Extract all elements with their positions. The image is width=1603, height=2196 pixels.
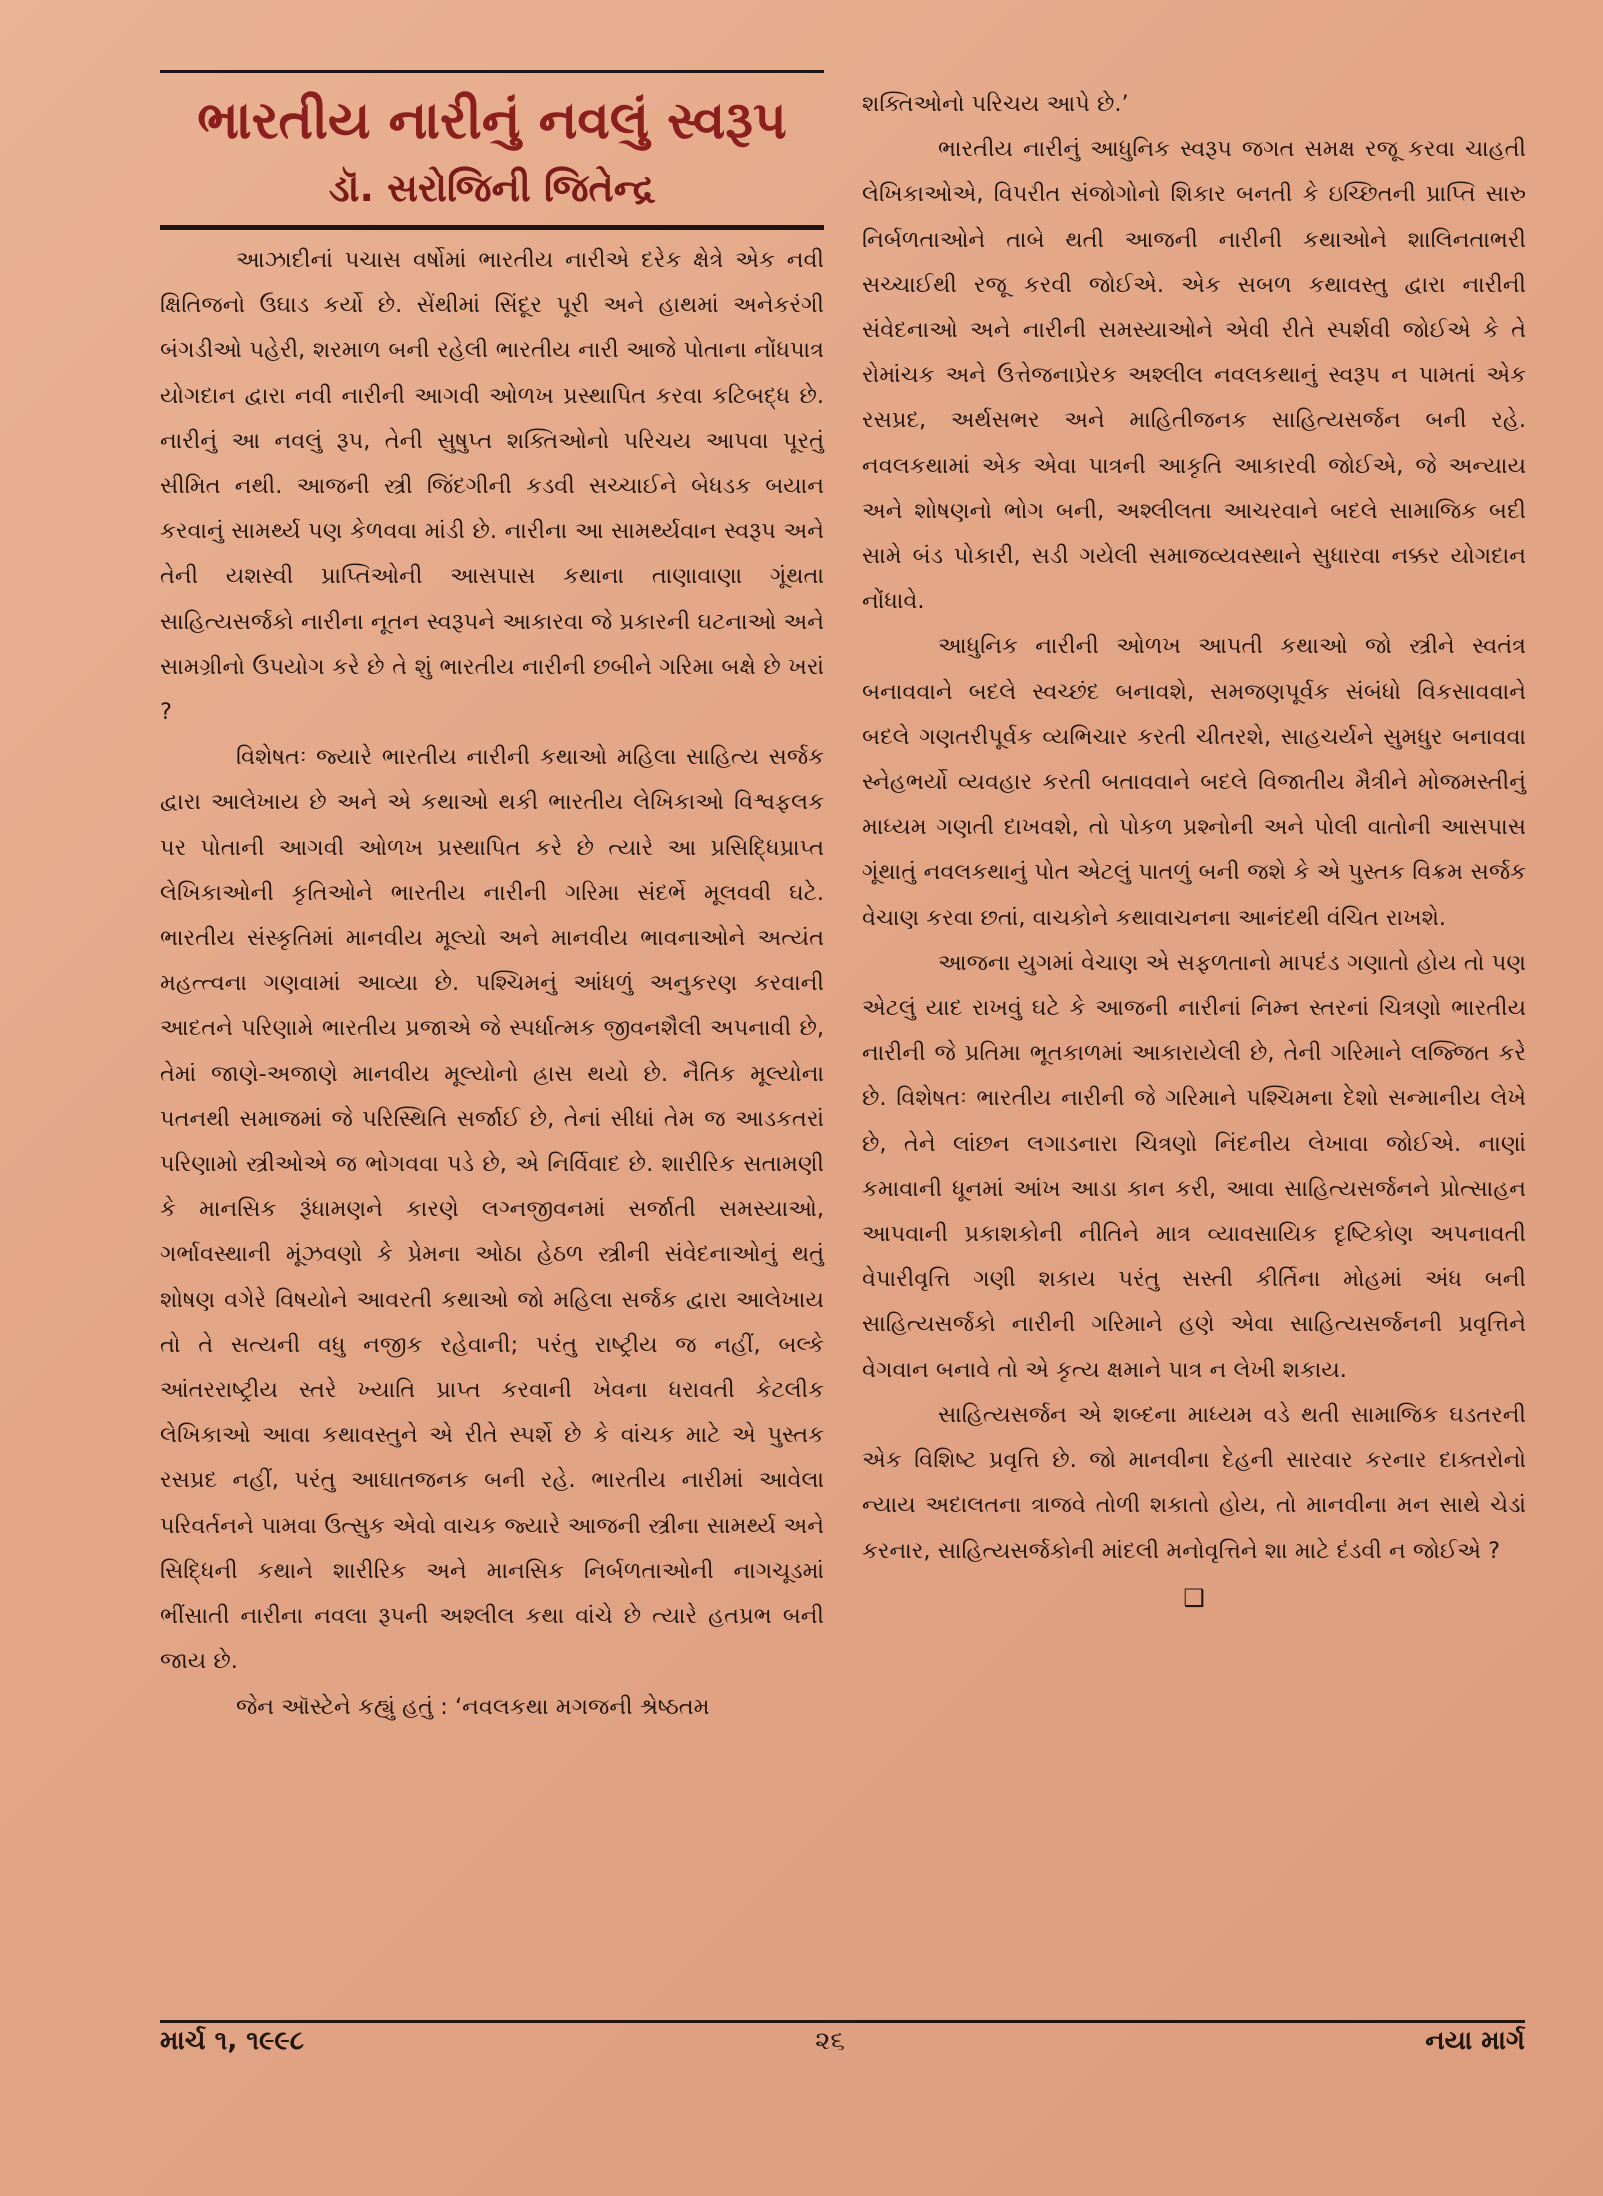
paragraph: વિશેષતઃ જ્યારે ભારતીય નારીની કથાઓ મહિલા સાહિત્ય સર્જક દ્વારા આલેખાય છે અને એ કથાઓ થકી ભારતીય લેખિકાઓ વિશ્વફલક પર પોતાની આગવી ઓળખ પ્રસ્થાપિત કરે છે ત્યારે આ પ્રસિદ્ધિપ્રાપ્ત લેખિકાઓની કૃતિઓને ભારતીય નારીની ગરિમા સંદર્ભે મૂલવવી ઘટે. ભારતીય સંસ્કૃતિમાં માનવીય મૂલ્યો અને માનવીય ભાવનાઓને અત્યંત મહત્ત્વના ગણવામાં આવ્યા છે. પશ્ચિમનું આંધળું અનુકરણ કરવાની આદતને પરિણામે ભારતીય પ્રજાએ જે સ્પર્ધાત્મક જીવનશૈલી અપનાવી છે, તેમાં જાણે-અજાણે માનવીય મૂલ્યોનો હ્રાસ થયો છે. નૈતિક મૂલ્યોના પતનથી સમાજમાં જે પરિસ્થિતિ સર્જાઈ છે, તેનાં સીધાં તેમ જ આડકતરાં પરિણામો સ્ત્રીઓએ જ ભોગવવા પડે છે, એ નિર્વિવાદ છે. શારીરિક સતામણી કે માનસિક રૂંધામણને કારણે લગ્નજીવનમાં સર્જાતી સમસ્યાઓ, ગર્ભાવસ્થાની મૂંઝવણો કે પ્રેમના ઓઠા હેઠળ સ્ત્રીની સંવેદનાઓનું થતું શોષણ વગેરે વિષયોને આવરતી કથાઓ જો મહિલા સર્જક દ્વારા આલેખાય તો તે સત્યની વધુ નજીક રહેવાની; પરંતુ રાષ્ટ્રીય જ નહીં, બલ્કે આંતરરાષ્ટ્રીય સ્તરે ખ્યાતિ પ્રાપ્ત કરવાની ખેવના ધરાવતી કેટલીક લેખિકાઓ આવા કથાવસ્તુને એ રીતે સ્પર્શે છે કે વાંચક માટે એ પુસ્તક રસપ્રદ નહીં, પરંતુ આઘાતજનક બની રહે. ભારતીય નારીમાં આવેલા પરિવર્તનને પામવા ઉત્સુક એવો વાચક જ્યારે આજની સ્ત્રીના સામર્થ્ય અને સિદ્ધિની કથાને શારીરિક અને માનસિક નિર્બળતાઓની નાગચૂડમાં ભીંસાતી નારીના નવલા રૂપની અશ્લીલ કથા વાંચે છે ત્યારે હતપ્રભ બની જાય છે.	[160, 744, 824, 1675]
paragraph: આઝાદીનાં પચાસ વર્ષોમાં ભારતીય નારીએ દરેક ક્ષેત્રે એક નવી ક્ષિતિજનો ઉઘાડ કર્યો છે. સેંથીમાં સિંદૂર પૂરી અને હાથમાં અનેકરંગી બંગડીઓ પહેરી, શરમાળ બની રહેલી ભારતીય નારી આજે પોતાના નોંધપાત્ર યોગદાન દ્વારા નવી નારીની આગવી ઓળખ પ્રસ્થાપિત કરવા કટિબદ્ધ છે. નારીનું આ નવલું રૂપ, તેની સુષુપ્ત શક્તિઓનો પરિચય આપવા પૂરતું સીમિત નથી. આજની સ્ત્રી જિંદગીની કડવી સચ્ચાઈને બેધડક બયાન કરવાનું સામર્થ્ય પણ કેળવવા માંડી છે. નારીના આ સામર્થ્યવાન સ્વરૂપ અને તેની યશસ્વી પ્રાપ્તિઓની આસપાસ કથાના તાણાવાણા ગૂંથતા સાહિત્યસર્જકો નારીના નૂતન સ્વરૂપને આકારવા જે પ્રકારની ઘટનાઓ અને સામગ્રીનો ઉપયોગ કરે છે તે શું ભારતીય નારીની છબીને ગરિમા બક્ષે છે ખરાં ?	[160, 247, 824, 726]
paragraph: આજના યુગમાં વેચાણ એ સફળતાનો માપદંડ ગણાતો હોય તો પણ એટલું યાદ રાખવું ઘટે કે આજની નારીનાં નિમ્ન સ્તરનાં ચિત્રણો ભારતીય નારીની જે પ્રતિમા ભૂતકાળમાં આકારાયેલી છે, તેની ગરિમાને લજ્જિત કરે છે. વિશેષતઃ ભારતીય નારીની જે ગરિમાને પશ્ચિમના દેશો સન્માનીય લેખે છે, તેને લાંછન લગાડનારા ચિત્રણો નિંદનીય લેખાવા જોઈએ. નાણાં કમાવાની ધૂનમાં આંખ આડા કાન કરી, આવા સાહિત્યસર્જનને પ્રોત્સાહન આપવાની પ્રકાશકોની નીતિને માત્ર વ્યાવસાયિક દૃષ્ટિકોણ અપનાવતી વેપારીવૃત્તિ ગણી શકાય પરંતુ સસ્તી કીર્તિના મોહમાં અંધ બની સાહિત્યસર્જકો નારીની ગરિમાને હણે એવા સાહિત્યસર્જનની પ્રવૃત્તિને વેગવાન બનાવે તો એ કૃત્ય ક્ષમાને પાત્ર ન લેખી શકાય.	[862, 949, 1526, 1383]
title-top-rule	[160, 70, 824, 73]
paragraph: જેન ઑસ્ટેને કહ્યું હતું : ‘નવલકથા મગજની શ્રેષ્ઠતમ	[236, 1693, 710, 1720]
paragraph: આધુનિક નારીની ઓળખ આપતી કથાઓ જો સ્ત્રીને સ્વતંત્ર બનાવવાને બદલે સ્વચ્છંદ બનાવશે, સમજણપૂર્વક સંબંધો વિકસાવવાને બદલે ગણતરીપૂર્વક વ્યભિચાર કરતી ચીતરશે, સાહચર્યને સુમધુર બનાવવા સ્નેહભર્યો વ્યવહાર કરતી બતાવવાને બદલે વિજાતીય મૈત્રીને મોજમસ્તીનું માધ્યમ ગણતી દાખવશે, તો પોકળ પ્રશ્નોની અને પોલી વાતોની આસપાસ ગૂંથાતું નવલકથાનું પોત એટલું પાતળું બની જશે કે એ પુસ્તક વિક્રમ સર્જક વેચાણ કરવા છતાં, વાચકોને કથાવાચનના આનંદથી વંચિત રાખશે.	[862, 633, 1526, 931]
journal-name: નયા માર્ગ	[1425, 2026, 1525, 2056]
article-title: ભારતીય નારીનું નવલું સ્વરૂપ	[197, 91, 787, 151]
page-number: ૨૬	[815, 2026, 845, 2056]
left-column	[160, 70, 824, 1730]
right-column	[862, 82, 1526, 1618]
footer-date: માર્ચ ૧, ૧૯૯૮	[160, 2026, 305, 2056]
paragraph: સાહિત્યસર્જન એ શબ્દના માધ્યમ વડે થતી સામાજિક ઘડતરની એક વિશિષ્ટ પ્રવૃત્તિ છે. જો માનવીના દેહની સારવાર કરનાર દાક્તરોનો ન્યાય અદાલતના ત્રાજવે તોળી શકાતો હોય, તો માનવીના મન સાથે ચેડાં કરનાર, સાહિત્યસર્જકોની માંદલી મનોવૃત્તિને શા માટે દંડવી ન જોઈએ ?	[862, 1401, 1526, 1564]
paragraph-continued: શક્તિઓનો પરિચય આપે છે.’	[862, 91, 1129, 117]
end-of-article-mark: ❑	[1183, 1583, 1205, 1612]
title-bottom-rule	[160, 225, 824, 230]
article-author: ડૉ. સરોજિની જિતેન્દ્ર	[328, 166, 656, 210]
footer-rule	[160, 2020, 1525, 2023]
paragraph: ભારતીય નારીનું આધુનિક સ્વરૂપ જગત સમક્ષ રજૂ કરવા ચાહતી લેખિકાઓએ, વિપરીત સંજોગોનો શિકાર બનતી કે ઇચ્છિતની પ્રાપ્તિ સારુ નિર્બળતાઓને તાબે થતી આજની નારીની કથાઓને શાલિનતાભરી સચ્ચાઈથી રજૂ કરવી જોઈએ. એક સબળ કથાવસ્તુ દ્વારા નારીની સંવેદનાઓ અને નારીની સમસ્યાઓને એવી રીતે સ્પર્શવી જોઈએ કે તે રોમાંચક અને ઉત્તેજનાપ્રેરક અશ્લીલ નવલકથાનું સ્વરૂપ ન પામતાં એક રસપ્રદ, અર્થસભર અને માહિતીજનક સાહિત્યસર્જન બની રહે. નવલકથામાં એક એવા પાત્રની આકૃતિ આકારવી જોઈએ, જે અન્યાય અને શોષણનો ભોગ બની, અશ્લીલતા આચરવાને બદલે સામાજિક બદી સામે બંડ પોકારી, સડી ગયેલી સમાજવ્યવસ્થાને સુધારવા નક્કર યોગદાન નોંધાવે.	[862, 136, 1526, 615]
